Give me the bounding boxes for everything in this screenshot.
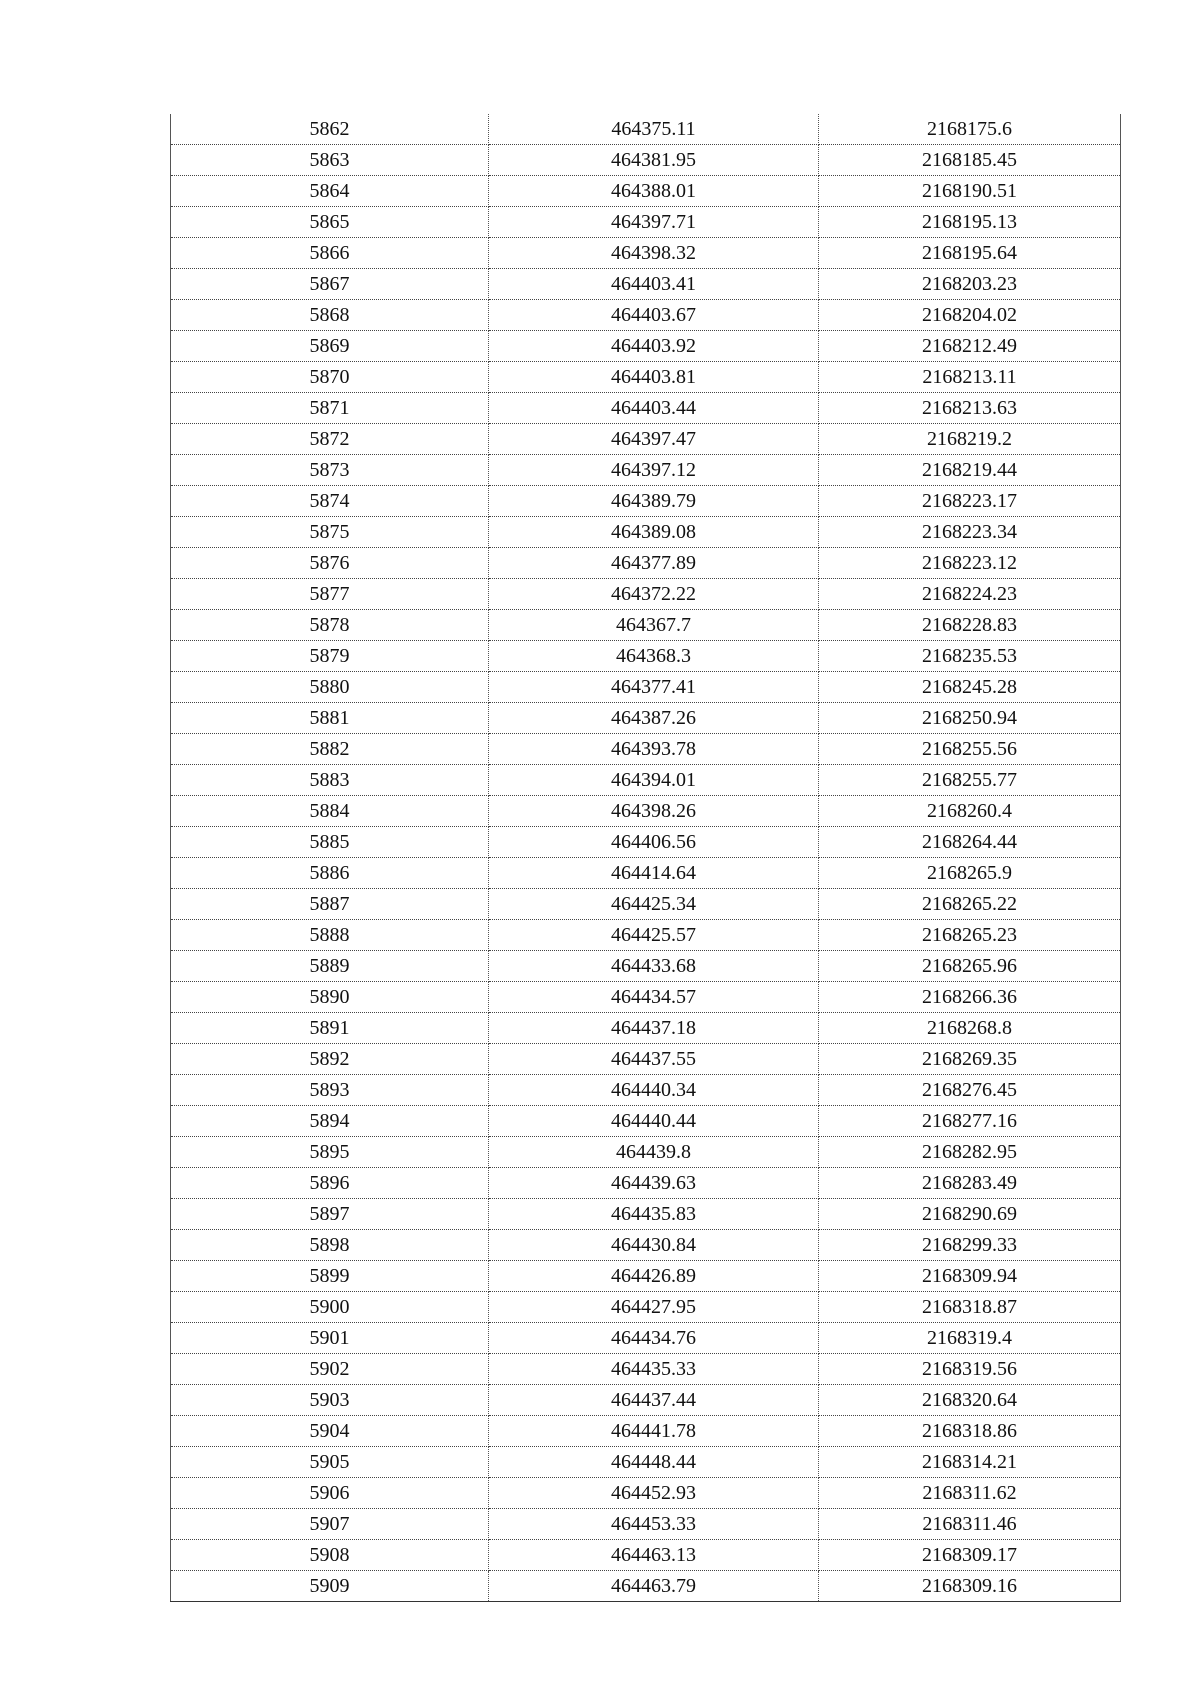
table-row bbox=[171, 1230, 1121, 1261]
y-coordinate-cell: 2168212.49 bbox=[819, 331, 1121, 362]
point-number-cell: 5894 bbox=[171, 1106, 489, 1137]
y-coordinate-cell: 2168265.96 bbox=[819, 951, 1121, 982]
y-coordinate-cell: 2168309.16 bbox=[819, 1571, 1121, 1602]
x-coordinate-cell: 464403.67 bbox=[489, 300, 819, 331]
point-number-cell: 5877 bbox=[171, 579, 489, 610]
x-coordinate-cell: 464368.3 bbox=[489, 641, 819, 672]
y-coordinate-cell: 2168309.94 bbox=[819, 1261, 1121, 1292]
point-number-cell: 5868 bbox=[171, 300, 489, 331]
point-number-cell: 5903 bbox=[171, 1385, 489, 1416]
x-coordinate-cell: 464434.76 bbox=[489, 1323, 819, 1354]
coordinate-table-body bbox=[171, 114, 1121, 1602]
x-coordinate-cell: 464403.41 bbox=[489, 269, 819, 300]
point-number-cell: 5886 bbox=[171, 858, 489, 889]
point-number-cell: 5901 bbox=[171, 1323, 489, 1354]
point-number-cell: 5867 bbox=[171, 269, 489, 300]
x-coordinate-cell: 464453.33 bbox=[489, 1509, 819, 1540]
point-number-cell: 5891 bbox=[171, 1013, 489, 1044]
y-coordinate-cell: 2168266.36 bbox=[819, 982, 1121, 1013]
table-row bbox=[171, 238, 1121, 269]
x-coordinate-cell: 464398.32 bbox=[489, 238, 819, 269]
table-row bbox=[171, 1075, 1121, 1106]
y-coordinate-cell: 2168190.51 bbox=[819, 176, 1121, 207]
table-row bbox=[171, 1013, 1121, 1044]
point-number-cell: 5884 bbox=[171, 796, 489, 827]
point-number-cell: 5889 bbox=[171, 951, 489, 982]
table-row bbox=[171, 610, 1121, 641]
point-number-cell: 5899 bbox=[171, 1261, 489, 1292]
x-coordinate-cell: 464452.93 bbox=[489, 1478, 819, 1509]
y-coordinate-cell: 2168223.12 bbox=[819, 548, 1121, 579]
y-coordinate-cell: 2168311.46 bbox=[819, 1509, 1121, 1540]
y-coordinate-cell: 2168318.86 bbox=[819, 1416, 1121, 1447]
table-row bbox=[171, 548, 1121, 579]
table-row bbox=[171, 1168, 1121, 1199]
x-coordinate-cell: 464440.44 bbox=[489, 1106, 819, 1137]
x-coordinate-cell: 464375.11 bbox=[489, 114, 819, 145]
y-coordinate-cell: 2168255.56 bbox=[819, 734, 1121, 765]
table-row bbox=[171, 641, 1121, 672]
x-coordinate-cell: 464435.83 bbox=[489, 1199, 819, 1230]
point-number-cell: 5887 bbox=[171, 889, 489, 920]
y-coordinate-cell: 2168299.33 bbox=[819, 1230, 1121, 1261]
y-coordinate-cell: 2168264.44 bbox=[819, 827, 1121, 858]
table-row bbox=[171, 114, 1121, 145]
table-row bbox=[171, 827, 1121, 858]
y-coordinate-cell: 2168235.53 bbox=[819, 641, 1121, 672]
x-coordinate-cell: 464437.44 bbox=[489, 1385, 819, 1416]
y-coordinate-cell: 2168195.64 bbox=[819, 238, 1121, 269]
x-coordinate-cell: 464397.47 bbox=[489, 424, 819, 455]
point-number-cell: 5883 bbox=[171, 765, 489, 796]
table-row bbox=[171, 1354, 1121, 1385]
point-number-cell: 5872 bbox=[171, 424, 489, 455]
x-coordinate-cell: 464434.57 bbox=[489, 982, 819, 1013]
y-coordinate-cell: 2168265.23 bbox=[819, 920, 1121, 951]
x-coordinate-cell: 464403.81 bbox=[489, 362, 819, 393]
table-row bbox=[171, 424, 1121, 455]
point-number-cell: 5862 bbox=[171, 114, 489, 145]
table-row bbox=[171, 1447, 1121, 1478]
table-row bbox=[171, 920, 1121, 951]
table-row bbox=[171, 1478, 1121, 1509]
table-row bbox=[171, 579, 1121, 610]
table-row bbox=[171, 393, 1121, 424]
y-coordinate-cell: 2168213.11 bbox=[819, 362, 1121, 393]
table-row bbox=[171, 1261, 1121, 1292]
table-row bbox=[171, 1137, 1121, 1168]
table-row bbox=[171, 858, 1121, 889]
y-coordinate-cell: 2168255.77 bbox=[819, 765, 1121, 796]
point-number-cell: 5888 bbox=[171, 920, 489, 951]
x-coordinate-cell: 464440.34 bbox=[489, 1075, 819, 1106]
y-coordinate-cell: 2168175.6 bbox=[819, 114, 1121, 145]
y-coordinate-cell: 2168318.87 bbox=[819, 1292, 1121, 1323]
point-number-cell: 5866 bbox=[171, 238, 489, 269]
table-row bbox=[171, 951, 1121, 982]
y-coordinate-cell: 2168213.63 bbox=[819, 393, 1121, 424]
point-number-cell: 5905 bbox=[171, 1447, 489, 1478]
y-coordinate-cell: 2168320.64 bbox=[819, 1385, 1121, 1416]
table-row bbox=[171, 672, 1121, 703]
table-row bbox=[171, 889, 1121, 920]
x-coordinate-cell: 464439.63 bbox=[489, 1168, 819, 1199]
point-number-cell: 5875 bbox=[171, 517, 489, 548]
x-coordinate-cell: 464425.34 bbox=[489, 889, 819, 920]
x-coordinate-cell: 464389.79 bbox=[489, 486, 819, 517]
point-number-cell: 5879 bbox=[171, 641, 489, 672]
point-number-cell: 5876 bbox=[171, 548, 489, 579]
point-number-cell: 5885 bbox=[171, 827, 489, 858]
y-coordinate-cell: 2168219.2 bbox=[819, 424, 1121, 455]
point-number-cell: 5906 bbox=[171, 1478, 489, 1509]
x-coordinate-cell: 464437.55 bbox=[489, 1044, 819, 1075]
point-number-cell: 5897 bbox=[171, 1199, 489, 1230]
coordinate-table bbox=[170, 114, 1121, 1602]
y-coordinate-cell: 2168223.17 bbox=[819, 486, 1121, 517]
point-number-cell: 5892 bbox=[171, 1044, 489, 1075]
table-row bbox=[171, 1106, 1121, 1137]
x-coordinate-cell: 464377.89 bbox=[489, 548, 819, 579]
x-coordinate-cell: 464397.71 bbox=[489, 207, 819, 238]
point-number-cell: 5864 bbox=[171, 176, 489, 207]
x-coordinate-cell: 464393.78 bbox=[489, 734, 819, 765]
table-row bbox=[171, 300, 1121, 331]
x-coordinate-cell: 464381.95 bbox=[489, 145, 819, 176]
point-number-cell: 5882 bbox=[171, 734, 489, 765]
x-coordinate-cell: 464414.64 bbox=[489, 858, 819, 889]
point-number-cell: 5900 bbox=[171, 1292, 489, 1323]
y-coordinate-cell: 2168265.9 bbox=[819, 858, 1121, 889]
point-number-cell: 5902 bbox=[171, 1354, 489, 1385]
y-coordinate-cell: 2168319.4 bbox=[819, 1323, 1121, 1354]
x-coordinate-cell: 464435.33 bbox=[489, 1354, 819, 1385]
x-coordinate-cell: 464425.57 bbox=[489, 920, 819, 951]
x-coordinate-cell: 464463.79 bbox=[489, 1571, 819, 1602]
y-coordinate-cell: 2168269.35 bbox=[819, 1044, 1121, 1075]
y-coordinate-cell: 2168260.4 bbox=[819, 796, 1121, 827]
y-coordinate-cell: 2168282.95 bbox=[819, 1137, 1121, 1168]
x-coordinate-cell: 464439.8 bbox=[489, 1137, 819, 1168]
point-number-cell: 5874 bbox=[171, 486, 489, 517]
table-row bbox=[171, 1385, 1121, 1416]
table-row bbox=[171, 486, 1121, 517]
point-number-cell: 5878 bbox=[171, 610, 489, 641]
x-coordinate-cell: 464394.01 bbox=[489, 765, 819, 796]
table-row bbox=[171, 362, 1121, 393]
x-coordinate-cell: 464388.01 bbox=[489, 176, 819, 207]
table-row bbox=[171, 1509, 1121, 1540]
x-coordinate-cell: 464430.84 bbox=[489, 1230, 819, 1261]
y-coordinate-cell: 2168223.34 bbox=[819, 517, 1121, 548]
x-coordinate-cell: 464387.26 bbox=[489, 703, 819, 734]
point-number-cell: 5881 bbox=[171, 703, 489, 734]
y-coordinate-cell: 2168195.13 bbox=[819, 207, 1121, 238]
y-coordinate-cell: 2168203.23 bbox=[819, 269, 1121, 300]
y-coordinate-cell: 2168224.23 bbox=[819, 579, 1121, 610]
y-coordinate-cell: 2168245.28 bbox=[819, 672, 1121, 703]
x-coordinate-cell: 464397.12 bbox=[489, 455, 819, 486]
table-row bbox=[171, 269, 1121, 300]
x-coordinate-cell: 464377.41 bbox=[489, 672, 819, 703]
point-number-cell: 5865 bbox=[171, 207, 489, 238]
table-row bbox=[171, 1292, 1121, 1323]
table-row bbox=[171, 145, 1121, 176]
x-coordinate-cell: 464398.26 bbox=[489, 796, 819, 827]
table-row bbox=[171, 703, 1121, 734]
table-row bbox=[171, 982, 1121, 1013]
point-number-cell: 5893 bbox=[171, 1075, 489, 1106]
x-coordinate-cell: 464427.95 bbox=[489, 1292, 819, 1323]
y-coordinate-cell: 2168268.8 bbox=[819, 1013, 1121, 1044]
x-coordinate-cell: 464389.08 bbox=[489, 517, 819, 548]
point-number-cell: 5869 bbox=[171, 331, 489, 362]
table-row bbox=[171, 517, 1121, 548]
y-coordinate-cell: 2168277.16 bbox=[819, 1106, 1121, 1137]
point-number-cell: 5895 bbox=[171, 1137, 489, 1168]
point-number-cell: 5871 bbox=[171, 393, 489, 424]
x-coordinate-cell: 464463.13 bbox=[489, 1540, 819, 1571]
x-coordinate-cell: 464426.89 bbox=[489, 1261, 819, 1292]
point-number-cell: 5904 bbox=[171, 1416, 489, 1447]
point-number-cell: 5898 bbox=[171, 1230, 489, 1261]
y-coordinate-cell: 2168314.21 bbox=[819, 1447, 1121, 1478]
point-number-cell: 5908 bbox=[171, 1540, 489, 1571]
y-coordinate-cell: 2168204.02 bbox=[819, 300, 1121, 331]
table-row bbox=[171, 455, 1121, 486]
table-row bbox=[171, 331, 1121, 362]
point-number-cell: 5863 bbox=[171, 145, 489, 176]
table-row bbox=[171, 1416, 1121, 1447]
point-number-cell: 5890 bbox=[171, 982, 489, 1013]
y-coordinate-cell: 2168309.17 bbox=[819, 1540, 1121, 1571]
point-number-cell: 5907 bbox=[171, 1509, 489, 1540]
x-coordinate-cell: 464406.56 bbox=[489, 827, 819, 858]
table-row bbox=[171, 207, 1121, 238]
x-coordinate-cell: 464448.44 bbox=[489, 1447, 819, 1478]
table-row bbox=[171, 1571, 1121, 1602]
point-number-cell: 5909 bbox=[171, 1571, 489, 1602]
x-coordinate-cell: 464367.7 bbox=[489, 610, 819, 641]
x-coordinate-cell: 464437.18 bbox=[489, 1013, 819, 1044]
y-coordinate-cell: 2168290.69 bbox=[819, 1199, 1121, 1230]
table-row bbox=[171, 176, 1121, 207]
y-coordinate-cell: 2168276.45 bbox=[819, 1075, 1121, 1106]
y-coordinate-cell: 2168219.44 bbox=[819, 455, 1121, 486]
x-coordinate-cell: 464372.22 bbox=[489, 579, 819, 610]
point-number-cell: 5870 bbox=[171, 362, 489, 393]
table-row bbox=[171, 1199, 1121, 1230]
y-coordinate-cell: 2168250.94 bbox=[819, 703, 1121, 734]
point-number-cell: 5896 bbox=[171, 1168, 489, 1199]
point-number-cell: 5873 bbox=[171, 455, 489, 486]
y-coordinate-cell: 2168311.62 bbox=[819, 1478, 1121, 1509]
x-coordinate-cell: 464403.92 bbox=[489, 331, 819, 362]
table-row bbox=[171, 734, 1121, 765]
x-coordinate-cell: 464403.44 bbox=[489, 393, 819, 424]
table-row bbox=[171, 1540, 1121, 1571]
x-coordinate-cell: 464441.78 bbox=[489, 1416, 819, 1447]
y-coordinate-cell: 2168319.56 bbox=[819, 1354, 1121, 1385]
y-coordinate-cell: 2168283.49 bbox=[819, 1168, 1121, 1199]
table-row bbox=[171, 765, 1121, 796]
table-row bbox=[171, 1323, 1121, 1354]
y-coordinate-cell: 2168265.22 bbox=[819, 889, 1121, 920]
x-coordinate-cell: 464433.68 bbox=[489, 951, 819, 982]
y-coordinate-cell: 2168185.45 bbox=[819, 145, 1121, 176]
table-row bbox=[171, 1044, 1121, 1075]
point-number-cell: 5880 bbox=[171, 672, 489, 703]
table-row bbox=[171, 796, 1121, 827]
y-coordinate-cell: 2168228.83 bbox=[819, 610, 1121, 641]
